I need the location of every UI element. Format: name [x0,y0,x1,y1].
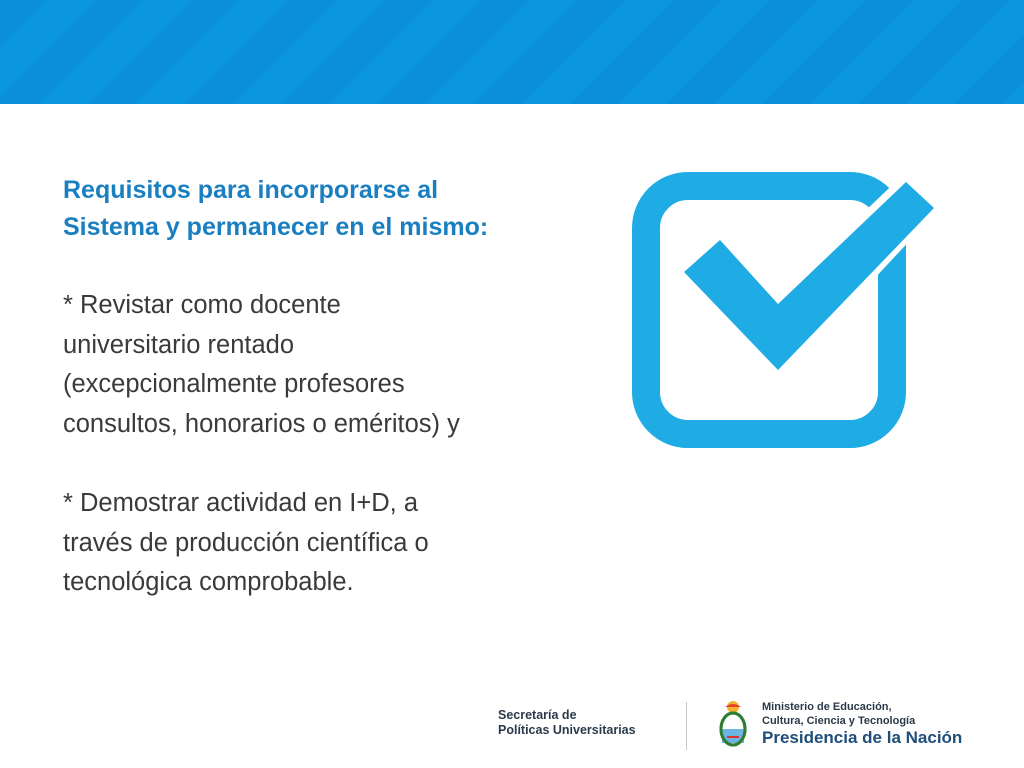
requirement-1-line-4: consultos, honorarios o eméritos) y [63,409,460,438]
secretaria-line-2: Políticas Universitarias [498,723,636,737]
presidencia-text: Presidencia de la Nación [762,728,963,747]
ministerio-line-1: Ministerio de Educación, [762,701,892,713]
ministerio-logo-text [762,700,1002,748]
requirement-1-line-1: * Revistar como docente [63,291,341,319]
requirement-1-line-3: (excepcionalmente profesores [63,370,405,398]
requirement-2-line-3: tecnológica comprobable. [63,568,354,596]
header-band [0,0,1024,104]
secretaria-line-1: Secretaría de [498,708,577,722]
slide-heading [63,172,583,246]
heading-line-1: Requisitos para incorporarse al [63,176,439,204]
ministerio-line-2: Cultura, Ciencia y Tecnología [762,715,916,727]
checkbox-checked-icon [628,168,948,454]
requirement-2-line-1: * Demostrar actividad en I+D, a [63,489,419,517]
secretaria-logo-text [498,708,668,738]
requirement-2-line-2: través de producción científica o [63,528,429,557]
slide-content [63,172,583,603]
requirement-1-line-2: universitario rentado [63,330,295,359]
requirement-2 [63,484,583,603]
heading-line-2: Sistema y permanecer en el mismo: [63,213,489,241]
footer-divider [686,702,687,750]
coat-of-arms-icon [713,699,753,751]
requirement-1 [63,286,583,444]
